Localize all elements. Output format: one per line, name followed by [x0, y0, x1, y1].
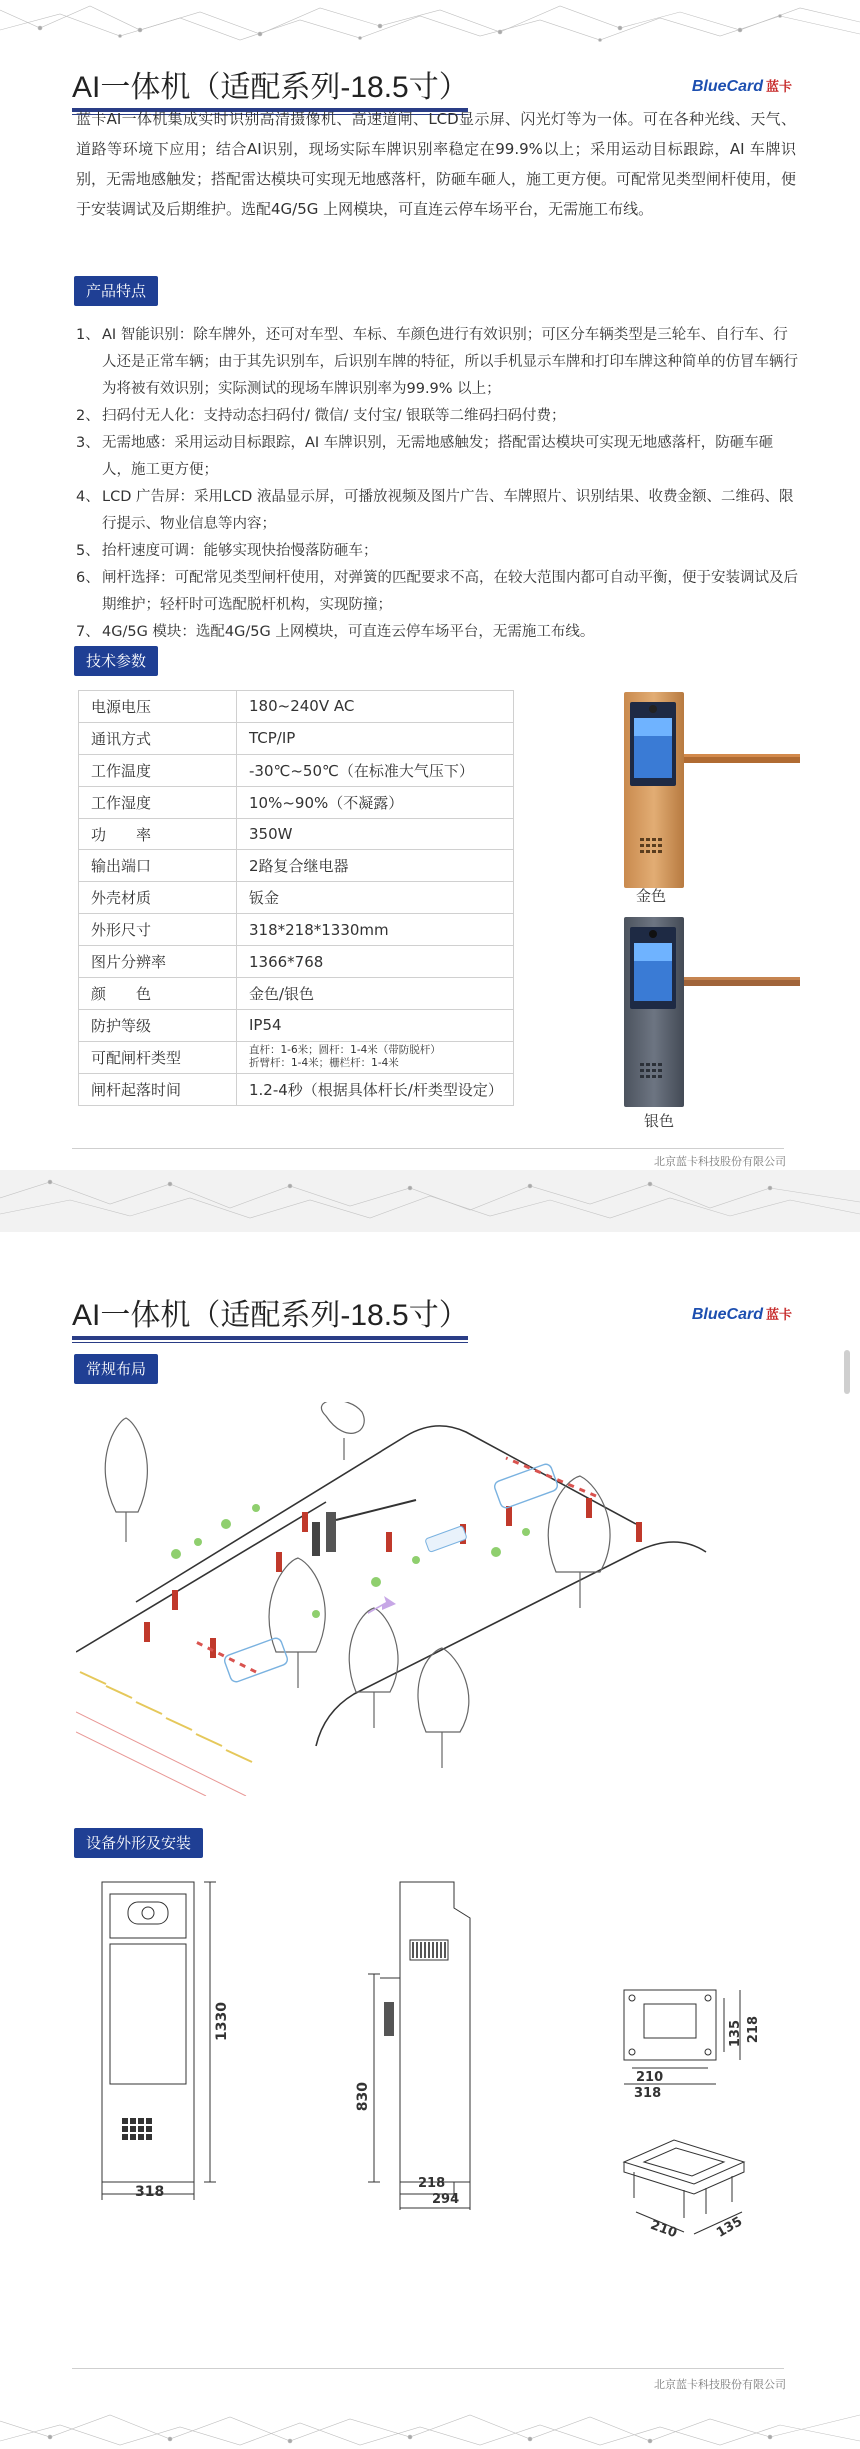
spec-key: 输出端口: [79, 850, 237, 882]
spec-key: 外形尺寸: [79, 914, 237, 946]
network-decoration-gap: [0, 1174, 860, 1222]
spec-value: 直杆：1-6米；圆杆：1-4米（带防脱杆） 折臂杆：1-4米；栅栏杆：1-4米: [237, 1041, 514, 1073]
spec-key: 外壳材质: [79, 882, 237, 914]
scroll-indicator-top: [844, 1350, 850, 1394]
spec-value: 318*218*1330mm: [237, 914, 514, 946]
brochure-page-2: [0, 1232, 860, 2449]
feature-item: 4、 LCD 广告屏：采用LCD 液晶显示屏，可播放视频及图片广告、车牌照片、识别结果、收费金额、二维码、限行提示、物业信息等内容；: [76, 489, 794, 532]
gold-caption: 金色: [636, 887, 667, 905]
footer-rule: [72, 1148, 784, 1149]
front-view-drawing: [92, 1878, 222, 2210]
feature-item: 1、 AI 智能识别：除车牌外，还可对车型、车标、车颜色进行有效识别；可区分车辆类型是三轮车、自行车、行人还是正常车辆；由于其先识别车，后识别车牌的特征，所以手机显示车牌和打印车牌这种简单的仿冒车辆行为将被有效识别；实际测试的现场车牌识别率为99.9% 以上；: [76, 327, 798, 397]
silver-machine-image: [612, 915, 802, 1109]
dim-side-height: 830: [355, 2082, 371, 2112]
title-underline: [72, 1336, 468, 1340]
spec-row: [79, 722, 514, 754]
feature-item: 6、 闸杆选择：可配常见类型闸杆使用，对弹簧的匹配要求不高，在较大范围内都可自动平衡，便于安装调试及后期维护；轻杆时可选配脱杆机构，实现防撞；: [76, 570, 798, 613]
side-view-drawing: [344, 1878, 514, 2212]
spec-key: 颜 色: [79, 978, 237, 1010]
section-install-label: 设备外形及安装: [74, 1828, 203, 1858]
intro-paragraph: 蓝卡AI一体机集成实时识别高清摄像机、高速道闸、LCD显示屏、闪光灯等为一体。可在各种光线、天气、道路等环境下应用；结合AI识别，现场实际车牌识别率稳定在99.9%以上；采用运动目标跟踪，AI 车牌识别，无需地感触发；搭配雷达模块可实现无地感落杆，防砸车砸人，施工更方便。可配常见类型闸杆使用，便于安装调试及后期维护。选配4G/5G 上网模块，可直连云停车场平台，无需施工布线。: [76, 110, 797, 218]
spec-row: [79, 1073, 514, 1105]
dim-front-height: 1330: [214, 2002, 230, 2041]
spec-row: [79, 978, 514, 1010]
network-decoration-top: [0, 0, 860, 48]
brand-en: BlueCard: [691, 78, 763, 95]
spec-value: 1.2-4秒（根据具体杆长/杆类型设定）: [237, 1073, 514, 1105]
spec-value: IP54: [237, 1009, 514, 1041]
title-row-2: [72, 1290, 792, 1350]
footer-company: 北京蓝卡科技股份有限公司: [654, 1155, 786, 1168]
page-title-2: AI一体机（适配系列-18.5寸）: [72, 1299, 469, 1332]
feature-item: 2、 扫码付无人化：支持动态扫码付/ 微信/ 支付宝/ 银联等二维码扫码付费；: [76, 408, 566, 424]
dim-base-width: 210: [636, 2070, 664, 2085]
spec-value: -30℃~50℃（在标准大气压下）: [237, 754, 514, 786]
dim-front-width: 318: [135, 2184, 165, 2200]
spec-table: [78, 690, 514, 1106]
title-underline-thin: [72, 1342, 468, 1343]
brand-en: BlueCard: [691, 1306, 763, 1323]
spec-key: 防护等级: [79, 1009, 237, 1041]
page-title: AI一体机（适配系列-18.5寸）: [72, 71, 469, 104]
dim-side-total: 294: [432, 2192, 460, 2207]
spec-value: TCP/IP: [237, 722, 514, 754]
spec-row: [79, 818, 514, 850]
silver-caption: 银色: [644, 1112, 675, 1130]
section-layout-label: 常规布局: [74, 1354, 158, 1384]
dim-base-total: 318: [634, 2086, 662, 2101]
spec-key: 可配闸杆类型: [79, 1041, 237, 1073]
spec-row: [79, 914, 514, 946]
network-decoration-bottom: [0, 2401, 860, 2449]
feature-item: 7、 4G/5G 模块：选配4G/5G 上网模块，可直连云停车场平台，无需施工布线。: [76, 624, 595, 640]
feature-item: 5、 抬杆速度可调：能够实现快抬慢落防砸车；: [76, 543, 378, 559]
parking-layout-drawing: [76, 1402, 740, 1796]
brand-cn: 蓝卡: [765, 79, 792, 94]
dim-iso-depth: 135: [714, 2214, 746, 2241]
brand-cn: 蓝卡: [765, 1307, 792, 1322]
section-specs-label: 技术参数: [74, 646, 158, 676]
spec-value: 10%~90%（不凝露）: [237, 786, 514, 818]
spec-row: [79, 946, 514, 978]
dim-side-depth: 218: [418, 2176, 446, 2191]
page-gap: [0, 1170, 860, 1232]
brand-logo-2: [692, 1304, 792, 1324]
dim-base-total-depth: 218: [746, 2016, 761, 2044]
spec-row: [79, 754, 514, 786]
spec-key: 工作湿度: [79, 786, 237, 818]
spec-key: 电源电压: [79, 691, 237, 723]
spec-key: 通讯方式: [79, 722, 237, 754]
spec-key: 闸杆起落时间: [79, 1073, 237, 1105]
spec-value: 金色/银色: [237, 978, 514, 1010]
spec-row: [79, 691, 514, 723]
spec-key: 图片分辨率: [79, 946, 237, 978]
spec-value: 钣金: [237, 882, 514, 914]
spec-row: [79, 1041, 514, 1073]
spec-value: 2路复合继电器: [237, 850, 514, 882]
spec-row: [79, 850, 514, 882]
gold-machine-image: [612, 688, 802, 894]
spec-row: [79, 882, 514, 914]
spec-value: 1366*768: [237, 946, 514, 978]
brochure-page-1: [0, 0, 860, 1170]
spec-value: 350W: [237, 818, 514, 850]
features-list: [76, 322, 798, 646]
footer-rule-2: [72, 2368, 784, 2369]
footer-company-2: 北京蓝卡科技股份有限公司: [654, 2378, 786, 2391]
feature-item: 3、 无需地感：采用运动目标跟踪，AI 车牌识别，无需地感触发；搭配雷达模块可实现无地感落杆，防砸车砸人，施工更方便；: [76, 435, 774, 478]
spec-key: 工作温度: [79, 754, 237, 786]
dim-iso-width: 210: [648, 2217, 679, 2242]
dim-base-depth: 135: [728, 2020, 743, 2048]
spec-row: [79, 1009, 514, 1041]
brand-logo: [692, 76, 792, 96]
spec-key: 功 率: [79, 818, 237, 850]
section-features-label: 产品特点: [74, 276, 158, 306]
spec-row: [79, 786, 514, 818]
spec-value: 180~240V AC: [237, 691, 514, 723]
